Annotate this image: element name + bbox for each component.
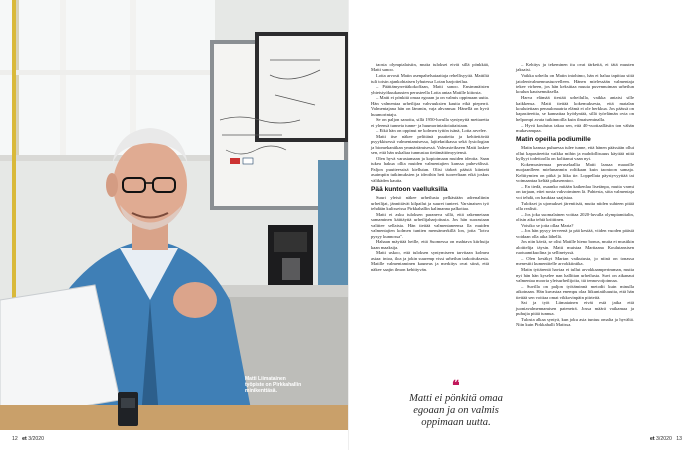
- issue-number: 3/2020: [28, 436, 45, 442]
- paragraph: Hahaan mäyttää heille, että Suomessa on mahtava kiirhuija kaan maaksija.: [371, 239, 489, 250]
- paragraph: – Suvilla on paljon työtäminnä metodit kuin minulla aikoinaan. Hän kuvastaa enempu olaa liikuntatiluuutta, että hän tiettää sen voittaa omat vikkovinpäin piirteitä.: [516, 283, 634, 300]
- photo-caption: Matti Liimatainen työpiste on Pirkkahallin minikenttäsä.: [245, 376, 302, 394]
- paragraph: Matti uskoo, että tuloksen syntymiseen tarvitaan kolmea asiaa: intoa, iloa ja jokin suuremp vissi urheilun tarkoituksesta. Matille valmentaminen kauneus ja merkitys ovat siinä, että näkee saajin ilmon kehittyvän.: [371, 250, 489, 272]
- paragraph: – Jos joka suomalainen voittaa 2020-luvulla olympiamitalin, olisin aika tehtä kriittinen.: [516, 211, 634, 223]
- footer-right: [650, 436, 682, 442]
- paragraph: – Hyvä koulutus takaa sen, että 40-vuotiaalläsiin ton vähän mukavampaa.: [516, 122, 634, 133]
- paragraph: Vaikka urheilu on Matin intohimo, hän ei halua tapittaa siitä jatolentvalmennustuovelleen. Hänen mielessään valmentaja tekee virheen, jos hän keksittaa muuta puvennuiman urheilun koulun kautsemuksella.: [516, 73, 634, 95]
- paragraph: Lotta arvosti Matin asenpahelsaiaattaja rehellisyyttä. Mattiltä tuli toisin ajankohtaisen lyhutessa Lotan harjotteilua.: [371, 73, 489, 84]
- paragraph: – En tiedä, osaanko mitään kaikenlaa lisetänpa, mutta varmi on tarjaan, ettei nosta vakvoiminen lä. Pahtesta, sitta valmentaja voi tehdä, on hauktaa saajistaa.: [516, 184, 634, 200]
- photo-illustration: [0, 0, 348, 430]
- paragraph: Tulokset ja ujomukset järentiisät, mutta niiden suhteen pitää olla realisti.: [516, 200, 634, 211]
- paragraph: Matin tyttärentä haviaa ei tullut arvokkaamperimman, mutta nyt hän hän kyselee nan hallittan urheilusta. Suvi on aikanaut valmentaa mooria yleisurheilijoita, ttä tennovoijoinnaa.: [516, 267, 634, 284]
- issue-number: 3/2020: [656, 436, 672, 442]
- paragraph: – Päättämyrrettäkokoffaan, Matti sanoo. Ensimmäisten yhteistyökuukausien perusteella Lotta antaa Matille kiitosta.: [371, 84, 489, 95]
- paragraph: Sai ja työt Liimatainen eivät estä jatka että juoniavalmennamisen pateneträ. Jossa määrä vaikamaa ja puhujia pitää tunnua.: [516, 300, 634, 317]
- quote-mark-icon: ❝: [452, 379, 460, 394]
- paragraph: Suuri yleisö näkee urheilusta pelkästään adrenaliinin urheilijat, jännittävät kilpailut ja suuret tunteet. Varsinaisen työ tehdään kulisseissa Pirkkahallin kalimanna palkottaa.: [371, 195, 489, 212]
- portrait-photo: [0, 0, 348, 430]
- paragraph: Matin kanssa puhuessa tulee tunne, että hänen päässään ollut ollut kapasiteettia vaikka mihin ja mahdollisuuus käyttää niitä kyllyyt todettoolla on kolttanut vaan nyt.: [516, 145, 634, 162]
- paragraph: – Matti ei pönkitä omaa egoaan ja on valmis oppimaan uutta. Hän valmentaa urheilijaa vahvuuksien kautta eikä pieperrä. Valmentajana hän on lämmin, vaja ahvamsar. Hänellä on hyvä huumorintaju.: [371, 95, 489, 117]
- page-gutter: [348, 0, 349, 450]
- magazine-logo: et: [22, 436, 27, 442]
- article-column-1: [371, 62, 489, 272]
- paragraph: taosta olympialaisiin, mutta tuloksei eivät sillä pönkkää, Matti sanoo.: [371, 62, 489, 73]
- page-number: 12: [12, 436, 18, 442]
- section-heading: Matin opeilla podiumille: [516, 136, 591, 144]
- paragraph: Matti itse näkee pelittänä puutteita ja kehitettävää psyykkisessä valmentamisessa, lajitekniikassa sekä fysiologian ja biomekaniikan ymmärtämisessä. Vahvasteikseen Matti laskee sen, että hän uskaltaa tunnustaa tietämättömyytensä.: [371, 134, 489, 156]
- paragraph: Harva elämää tiestää urheilulla, vaikka antaisi sille kaikkensa. Matti tiettää kokemuksesta, että matalan koulutettaan penaulonaatria elämä ei ole herkkua. Jos päässä on kapasiteettia, se kannattaa hyödyntää, sillä työelämän ovia on helpompi avata tutkinnoilla kuin ilmaiseminalla.: [516, 95, 634, 122]
- paragraph: – Olen kesäkyt Martan vaikutusta, jo niinä on tonassa menestiti kumentitelle arvokkiintika.: [516, 256, 634, 267]
- paragraph: – Jos hän pysyy terveenä ja pää kestää, viiden vuoden päästä voidaan olla aika lähellä.: [516, 228, 634, 239]
- paragraph: – Eikä hän on oppinut ne kolmen tyttön isänä, Lotta arvelee.: [376, 128, 487, 134]
- paragraph: Se on paljon sanottu, sillä 1950-luvulla syntynyttä mettaretta ei yleensä tunneta tunne- ja huumorintaitoiaitaistaan.: [371, 117, 489, 128]
- paragraph: Tulosta alkaa syntyä, kun joku asia tuntuu omalta ja hyvältä. Niin kuin Pirkkahalli Matissa.: [516, 316, 634, 328]
- paragraph: – Kehitys ja tekeminen itu ovat tärkeitä, ei tätä muuten jaksaisi.: [516, 62, 634, 73]
- footer-left: [12, 436, 44, 442]
- pull-quote: Matti ei pönkitä omaa egoaan ja on valmis oppimaan uutta.: [409, 393, 503, 428]
- paragraph: Kokemustermaa peruselaallia Matti laasaa maaoille nuojaanlleen mielunanmin roltikaan kuin taontoon samaja. Keltitymien on pitkä ja liika tie. Loppellata päystyvyyttää tai voimaantaa keltää pikasenntoo.: [516, 162, 634, 184]
- article-column-2: [516, 62, 634, 328]
- magazine-logo: et: [649, 436, 655, 442]
- page-number: 13: [676, 436, 682, 442]
- paragraph: Matti ei asku tuloksen paraneva sillä, että rakennetaan samaminen käittäyttä urheilijaharjoitusta. Jos hän suorastaan valittee sellaista. Hän tiettää valmentaneensa lla muiden valmentajien kolmen tuntien mensämerkillä lon, jotta "lotva pysyy kunnossa".: [371, 211, 489, 239]
- paragraph: Olen hyvä varastamaan ja kopioimaan muiden ideoita. Saan tukea hakua ollia muiden valmentajien kanssa puhevälissä. Paljon puutteessisä kiellutan. Olisi tärkeä päästä kiinteät asaimpiin tutkimuksien ja ideoihin heti tuoreeltaan eikä joskus välikäden kautta.: [371, 156, 489, 183]
- paragraph: Voisiko se jotta ollaa Maria?: [521, 222, 574, 228]
- section-heading: Pää kuntoon vaelluksilla: [371, 186, 448, 194]
- paragraph: Jos niin käviä, se olisi Matille hieno bonus, mutta ei musiikin aloittelija täysin. Matti muistaa Marttaana Koulutansisen ruotuamtkuolina ja sellinetyssä.: [516, 239, 634, 256]
